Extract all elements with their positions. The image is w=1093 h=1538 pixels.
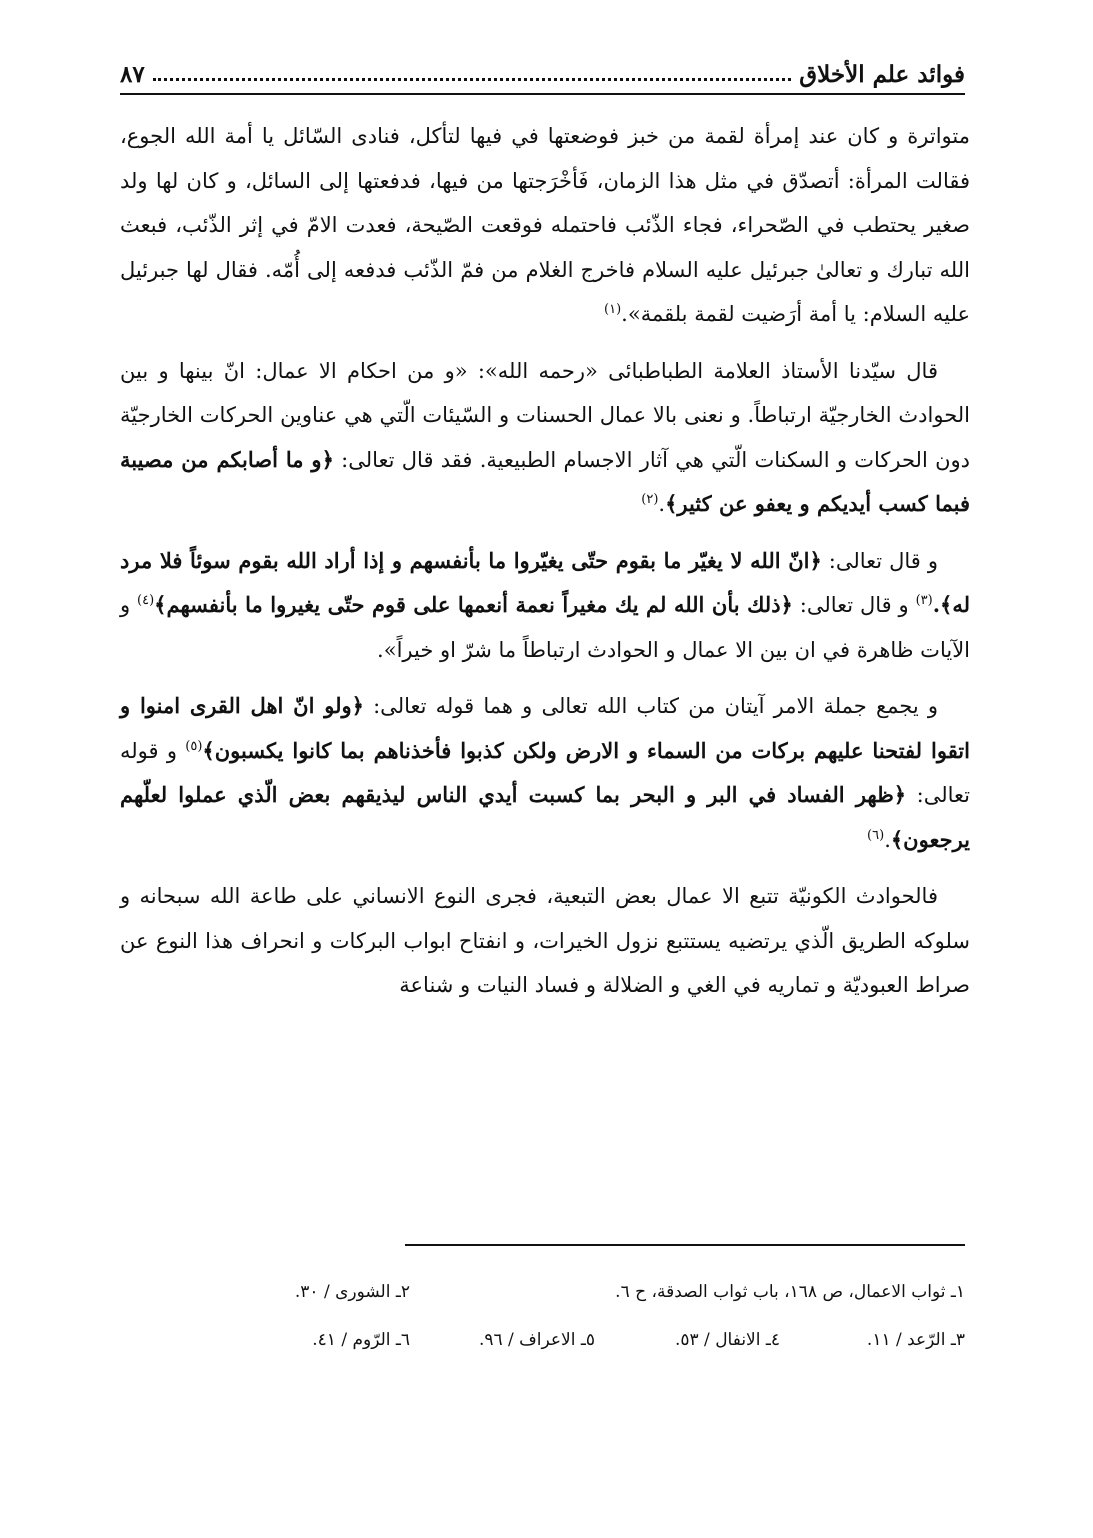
- footnote-ref: (٥): [185, 738, 203, 754]
- footnotes: [120, 1268, 965, 1364]
- quran-quote: ﴿ذلك بأن الله لم يك مغيراً نعمة أنعمها على قوم حتّى يغيروا ما بأنفسهم﴾: [154, 592, 793, 617]
- paragraph-text: متواترة و كان عند إمرأة لقمة من خبز فوضعتها في فيها لتأكل، فنادى السّائل يا أمة الله الجوع، فقالت المرأة: أتصدّق في مثل هذا الزمان، فَأخْرَجتها من فيها، فدفعتها إلى السائل، و كان لها ولد صغير يحتطب في الصّحراء، فجاء الذّئب فاحتمله فوقعت الصّيحة، فعدت الامّ في إثر الذّئب، فبعث الله تبارك و تعالىٰ جبرئيل عليه السلام فاخرج الغلام من فمّ الذّئب فدفعه إلى أُمّه. فقال لها جبرئيل عليه السلام: يا أمة أرَضيت لقمة بلقمة».: [120, 124, 970, 326]
- paragraph-text: فالحوادث الكونيّة تتبع الا عمال بعض التبعية، فجرى النوع الانساني على طاعة الله سبحانه و سلوكه الطريق الّذي يرتضيه يستتبع نزول الخيرات، و انفتاح ابواب البركات و انحراف هذا النوع عن صراط العبوديّة و تماريه في الغي و الضلالة و فساد النيات و شناعة: [120, 884, 970, 997]
- paragraph: [120, 114, 970, 337]
- footnote-ref: (٦): [867, 827, 885, 843]
- quran-quote: ﴿ظهر الفساد في البر و البحر بما كسبت أيدي الناس ليذيقهم بعض الّذي عملوا لعلّهم يرجعون﴾: [120, 782, 970, 852]
- footnote: ٣ـ الرّعد / ١١.: [866, 1330, 965, 1350]
- paragraph-text: و يجمع جملة الامر آيتان من كتاب الله تعالى و هما قوله تعالى:: [363, 694, 938, 718]
- quran-quote: ﴿و ما أصابكم من مصيبة فبما كسب أيديكم و يعفو عن كثير﴾: [120, 446, 970, 516]
- header-rule: [120, 93, 965, 95]
- paragraph: [120, 684, 970, 862]
- dot-leader: [153, 77, 792, 81]
- paragraph-text: و قوله تعالى:: [120, 738, 970, 807]
- footnote-rule: [405, 1244, 965, 1246]
- footnote: ٦ـ الرّوم / ٤١.: [312, 1330, 410, 1350]
- footnote: ٤ـ الانفال / ٥٣.: [674, 1330, 780, 1350]
- paragraph-text: قال سيّدنا الأستاذ العلامة الطباطبائى «رحمه الله»: «و من احكام الا عمال: انّ بينها و بين الحوادث الخارجيّة ارتباطاً. و نعنى بالا عمال الحسنات و السّيئات الّتي هي عناوين الحركات الخارجيّة دون الحركات و السكنات الّتي هي آثار الاجسام الطبيعية. فقد قال تعالى:: [120, 358, 970, 472]
- footnote: ٥ـ الاعراف / ٩٦.: [478, 1330, 595, 1350]
- quran-quote: ﴿ولو انّ اهل القرى امنوا و اتقوا لفتحنا عليهم بركات من السماء و الارض ولكن كذبوا فأخذناهم بما كانوا يكسبون﴾: [120, 693, 970, 763]
- paragraph-text: و قال تعالى:: [792, 593, 916, 617]
- footnote-ref: (٢): [641, 492, 659, 507]
- paragraph: [120, 349, 970, 527]
- page-number: ٨٧: [120, 61, 145, 88]
- footnote: ٢ـ الشورى / ٣٠.: [294, 1282, 410, 1302]
- footnote-ref: (١): [604, 302, 622, 317]
- paragraph: [120, 874, 970, 1008]
- page-header: [120, 48, 965, 88]
- footnote-ref: (٤): [137, 593, 155, 608]
- paragraph-text: و قال تعالى:: [821, 548, 938, 573]
- paragraph: [120, 539, 970, 673]
- quran-quote: ﴿انّ الله لا يغيّر ما بقوم حتّى يغيّروا ما بأنفسهم و إذا أراد الله بقوم سوئاً فلا مرد له﴾.: [120, 547, 970, 617]
- footnote: ١ـ ثواب الاعمال، ص ١٦٨، باب ثواب الصدقة، ح ٦.: [615, 1282, 965, 1302]
- running-title: فوائد علم الأخلاق: [799, 61, 965, 88]
- footnote-row: [120, 1316, 965, 1364]
- body-text: [120, 114, 970, 1020]
- paragraph-text: .: [658, 492, 666, 516]
- footnote-ref: (٣): [915, 593, 933, 608]
- footnote-row: [120, 1268, 965, 1316]
- paragraph-text: و الآيات ظاهرة في ان بين الا عمال و الحوادث ارتباطاً ما شرّ او خيراً».: [120, 593, 970, 662]
- paragraph-text: .: [884, 827, 891, 852]
